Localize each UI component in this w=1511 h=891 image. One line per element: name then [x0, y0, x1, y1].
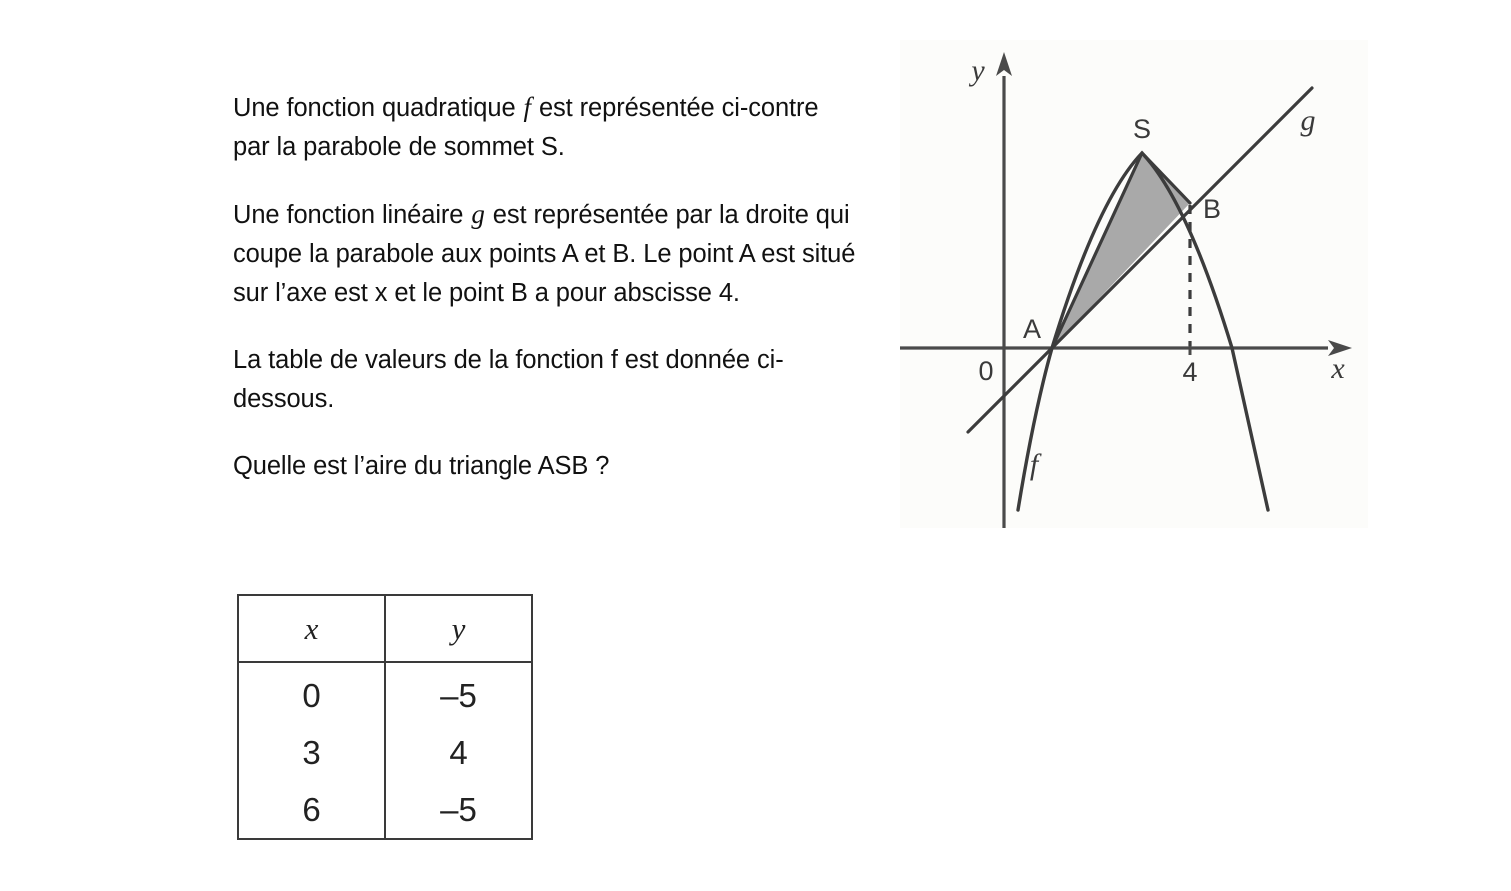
statement-paragraph-3: La table de valeurs de la fonction f est donnée ci-dessous. [233, 346, 784, 413]
table-row [238, 781, 532, 839]
curve-label-f: f [1029, 448, 1039, 481]
table-header-row [238, 595, 532, 662]
value-table [237, 594, 533, 840]
point-label-a: A [1022, 314, 1042, 344]
statement-question: Quelle est l’aire du triangle ASB ? [233, 452, 610, 480]
paragraph-1-text-after: est représentée ci-contre par la parabole de sommet S. [233, 94, 826, 161]
origin-label: 0 [978, 356, 994, 386]
table-header-y: y [385, 595, 532, 662]
statement-paragraph-2 [233, 195, 863, 313]
table-header-x: x [238, 595, 385, 662]
table-cell-x: 0 [238, 662, 385, 724]
problem-statement [233, 88, 863, 486]
graph-svg [900, 40, 1368, 528]
table-row [238, 662, 532, 724]
table-cell-y: –5 [385, 662, 532, 724]
y-axis-label: y [971, 54, 985, 87]
paragraph-1-text-before: Une fonction quadratique [233, 94, 523, 122]
paragraph-2-text-before: Une fonction linéaire [233, 201, 471, 229]
statement-paragraph-1 [233, 88, 858, 167]
line-label-g: g [1300, 104, 1316, 137]
point-label-b: B [1202, 194, 1222, 224]
point-label-s: S [1132, 114, 1152, 144]
paragraph-2-text-after: est représentée par la droite qui coupe la parabole aux points A et B. Le point A est situé sur l’axe est x et le point B a pour abscisse 4. [233, 201, 863, 307]
table-cell-y: 4 [385, 724, 532, 781]
function-g-symbol: g [471, 199, 485, 229]
graph-figure [900, 40, 1368, 528]
y-axis-arrow [996, 52, 1012, 76]
table-cell-y: –5 [385, 781, 532, 839]
x-tick-label-4: 4 [1182, 357, 1198, 387]
table-cell-x: 3 [238, 724, 385, 781]
table-row [238, 724, 532, 781]
x-axis-label: x [1331, 352, 1345, 385]
table-cell-x: 6 [238, 781, 385, 839]
function-f-symbol: f [523, 92, 531, 122]
